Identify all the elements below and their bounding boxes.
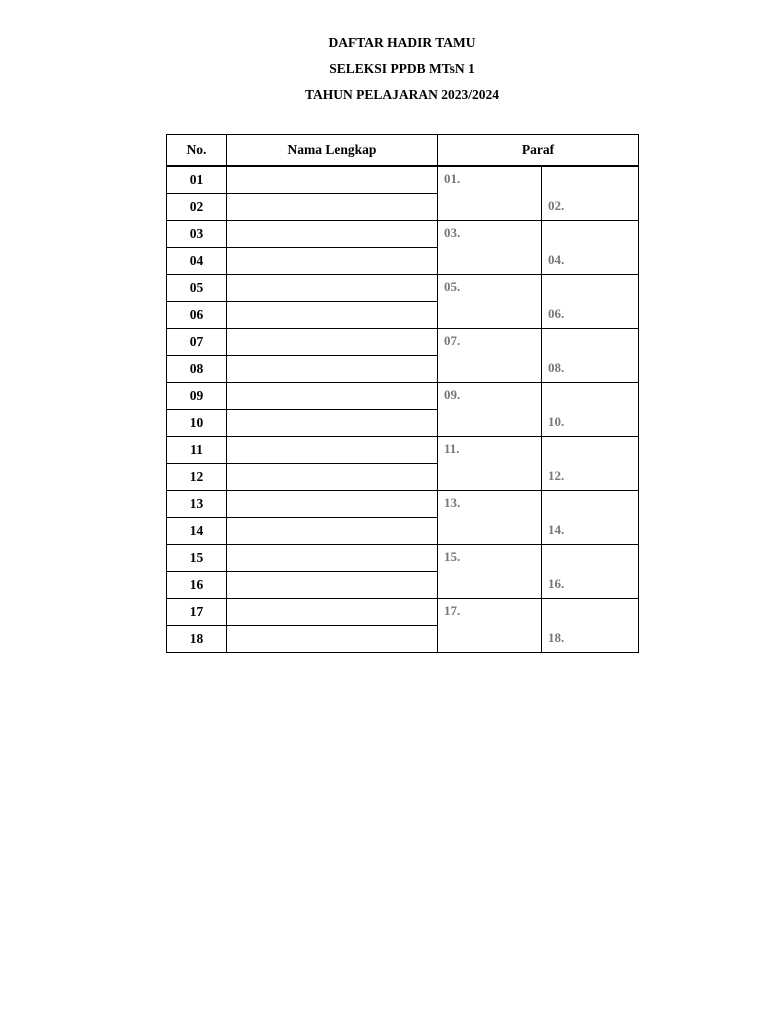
row-number: 12 [167, 464, 227, 491]
row-number: 14 [167, 518, 227, 545]
table-row [167, 329, 639, 356]
signature-label: 13. [444, 495, 461, 510]
signature-cell[interactable] [542, 383, 639, 437]
row-number: 18 [167, 626, 227, 653]
row-number: 15 [167, 545, 227, 572]
name-cell[interactable] [227, 221, 438, 248]
row-number: 16 [167, 572, 227, 599]
table-row [167, 545, 639, 572]
name-cell[interactable] [227, 518, 438, 545]
table-header-row [167, 135, 639, 167]
name-cell[interactable] [227, 166, 438, 194]
name-cell[interactable] [227, 383, 438, 410]
row-number: 07 [167, 329, 227, 356]
row-number: 08 [167, 356, 227, 383]
signature-label: 04. [548, 252, 565, 267]
row-number: 02 [167, 194, 227, 221]
signature-label: 10. [548, 414, 565, 429]
signature-label: 18. [548, 630, 565, 645]
table-row [167, 491, 639, 518]
row-number: 06 [167, 302, 227, 329]
table-row [167, 437, 639, 464]
name-cell[interactable] [227, 194, 438, 221]
signature-cell[interactable] [542, 545, 639, 599]
column-header-no: No. [167, 135, 227, 167]
table-row [167, 275, 639, 302]
table-row [167, 166, 639, 194]
signature-label: 07. [444, 333, 461, 348]
academic-year: TAHUN PELAJARAN 2023/2024 [304, 87, 499, 102]
signature-cell[interactable] [542, 275, 639, 329]
signature-cell[interactable] [542, 221, 639, 275]
signature-label: 06. [548, 306, 565, 321]
row-number: 13 [167, 491, 227, 518]
name-cell[interactable] [227, 572, 438, 599]
signature-label: 17. [444, 603, 461, 618]
name-cell[interactable] [227, 626, 438, 653]
signature-label: 09. [444, 387, 461, 402]
row-number: 01 [167, 166, 227, 194]
signature-label: 01. [444, 171, 461, 186]
signature-cell[interactable] [542, 599, 639, 653]
column-header-name: Nama Lengkap [227, 135, 438, 167]
name-cell[interactable] [227, 464, 438, 491]
signature-label: 02. [548, 198, 565, 213]
signature-label: 08. [548, 360, 565, 375]
name-cell[interactable] [227, 356, 438, 383]
signature-cell[interactable] [438, 437, 542, 491]
row-number: 10 [167, 410, 227, 437]
signature-cell[interactable] [438, 329, 542, 383]
signature-cell[interactable] [438, 599, 542, 653]
signature-label: 12. [548, 468, 565, 483]
signature-label: 05. [444, 279, 461, 294]
name-cell[interactable] [227, 275, 438, 302]
name-cell[interactable] [227, 599, 438, 626]
row-number: 11 [167, 437, 227, 464]
signature-cell[interactable] [542, 437, 639, 491]
name-cell[interactable] [227, 302, 438, 329]
name-cell[interactable] [227, 491, 438, 518]
name-cell[interactable] [227, 437, 438, 464]
column-header-paraf: Paraf [438, 135, 639, 167]
name-cell[interactable] [227, 248, 438, 275]
signature-label: 14. [548, 522, 565, 537]
table-row [167, 221, 639, 248]
row-number: 17 [167, 599, 227, 626]
signature-cell[interactable] [438, 221, 542, 275]
signature-cell[interactable] [542, 491, 639, 545]
signature-cell[interactable] [438, 275, 542, 329]
signature-cell[interactable] [438, 166, 542, 221]
row-number: 09 [167, 383, 227, 410]
document-subtitle: SELEKSI PPDB MTsN 1 [329, 61, 475, 76]
name-cell[interactable] [227, 410, 438, 437]
signature-label: 16. [548, 576, 565, 591]
row-number: 04 [167, 248, 227, 275]
signature-cell[interactable] [438, 491, 542, 545]
row-number: 03 [167, 221, 227, 248]
signature-cell[interactable] [542, 329, 639, 383]
signature-label: 11. [444, 441, 460, 456]
signature-cell[interactable] [438, 383, 542, 437]
row-number: 05 [167, 275, 227, 302]
signature-label: 03. [444, 225, 461, 240]
signature-cell[interactable] [438, 545, 542, 599]
name-cell[interactable] [227, 329, 438, 356]
signature-label: 15. [444, 549, 461, 564]
signature-cell[interactable] [542, 166, 639, 221]
document-title: DAFTAR HADIR TAMU [328, 35, 476, 50]
attendance-table [166, 134, 639, 653]
name-cell[interactable] [227, 545, 438, 572]
table-row [167, 599, 639, 626]
table-row [167, 383, 639, 410]
